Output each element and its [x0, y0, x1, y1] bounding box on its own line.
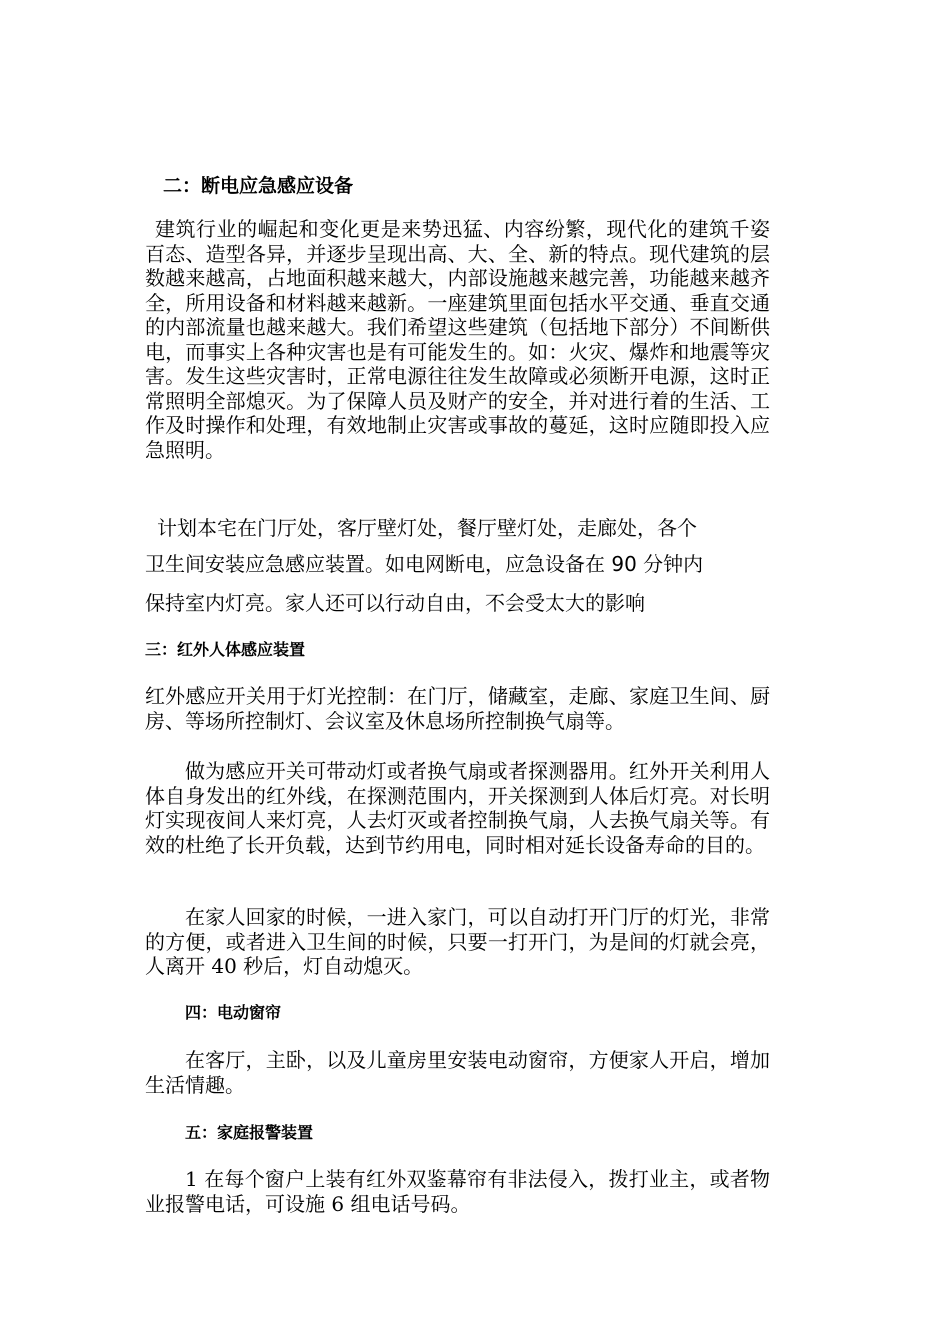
- section-3-heading: 三：红外人体感应装置: [145, 640, 306, 659]
- section-3-paragraph-1: 红外感应开关用于灯光控制：在门厅，储藏室，走廊、家庭卫生间、厨房、等场所控制灯、会议室及休息场所控制换气扇等。: [145, 684, 770, 733]
- section-4-paragraph-1: 在客厅，主卧，以及儿童房里安装电动窗帘，方便家人开启，增加生活情趣。: [145, 1048, 770, 1097]
- section-2-heading: 二：断电应急感应设备: [163, 175, 354, 197]
- section-5-paragraph-1: 1 在每个窗户上装有红外双鉴幕帘有非法侵入，拨打业主，或者物业报警电话，可设施 6 组电话号码。: [145, 1167, 770, 1216]
- section-4-heading: 四：电动窗帘: [185, 1003, 282, 1022]
- section-2-paragraph-1: 建筑行业的崛起和变化更是来势迅猛、内容纷繁，现代化的建筑千姿百态、造型各异，并逐步呈现出高、大、全、新的特点。现代建筑的层数越来越高，占地面积越来越大，内部设施越来越完善，功能越来越齐全，所用设备和材料越来越新。一座建筑里面包括水平交通、垂直交通的内部流量也越来越大。我们希望这些建筑（包括地下部分）不间断供电，而事实上各种灾害也是有可能发生的。如：火灾、爆炸和地震等灾害。发生这些灾害时，正常电源往往发生故障或必须断开电源，这时正常照明全部熄灭。为了保障人员及财产的安全，并对进行着的生活、工作及时操作和处理，有效地制止灾害或事故的蔓延，这时应随即投入应急照明。: [145, 217, 770, 462]
- section-2-paragraph-2-line-2: 卫生间安装应急感应装置。如电网断电，应急设备在 90 分钟内: [145, 552, 704, 576]
- section-3-paragraph-3: 在家人回家的时候，一进入家门，可以自动打开门厅的灯光，非常的方便，或者进入卫生间的时候，只要一打开门，为是间的灯就会亮，人离开 40 秒后，灯自动熄灭。: [145, 905, 770, 978]
- section-3-paragraph-2: 做为感应开关可带动灯或者换气扇或者探测器用。红外开关利用人体自身发出的红外线，在探测范围内，开关探测到人体后灯亮。对长明灯实现夜间人来灯亮，人去灯灭或者控制换气扇，人去换气扇关等。有效的杜绝了长开负载，达到节约用电，同时相对延长设备寿命的目的。: [145, 759, 770, 857]
- section-2-paragraph-2-line-3: 保持室内灯亮。家人还可以行动自由，不会受太大的影响: [145, 591, 645, 615]
- section-2-paragraph-2-line-1: 计划本宅在门厅处，客厅壁灯处，餐厅壁灯处，走廊处，各个: [157, 516, 697, 540]
- section-5-heading: 五：家庭报警装置: [185, 1123, 314, 1142]
